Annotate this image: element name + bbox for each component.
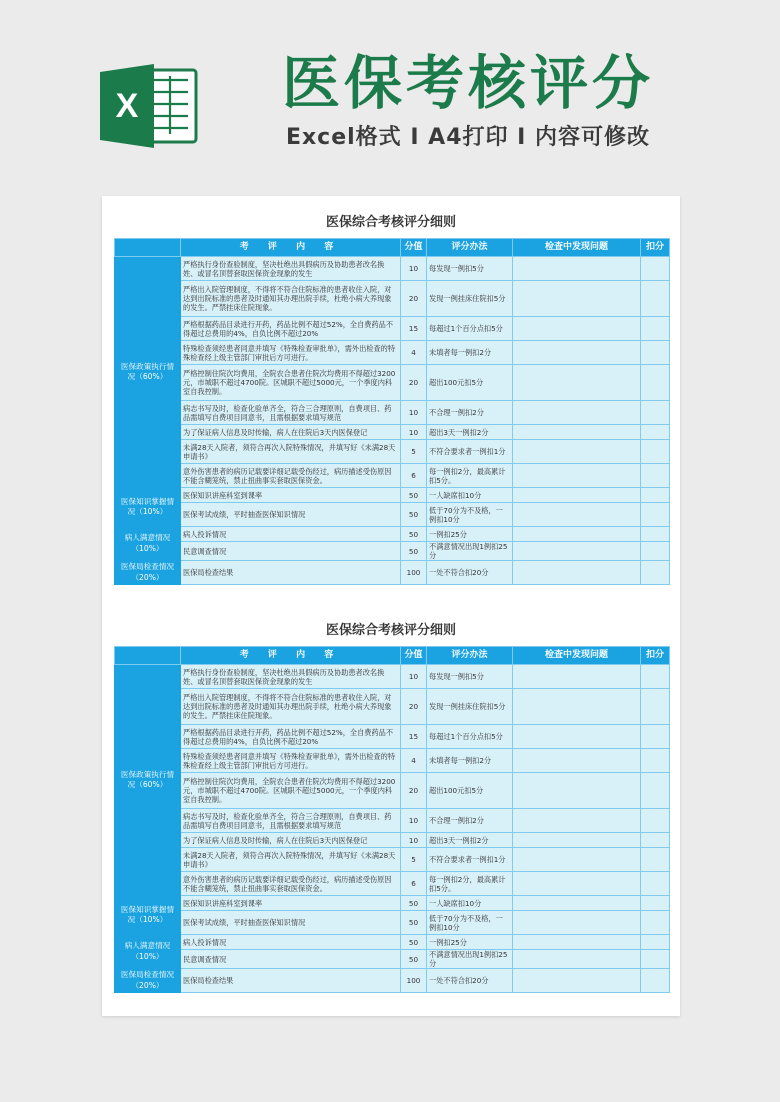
score-cell: 100: [401, 969, 427, 993]
issues-cell[interactable]: [513, 725, 641, 749]
method-cell: 超出3天一例扣2分: [427, 425, 513, 440]
score-cell: 50: [401, 488, 427, 503]
score-cell: 10: [401, 833, 427, 848]
category-label: 病人满意情况: [124, 941, 171, 951]
method-cell: 每一例扣2分，最高累计扣5分。: [427, 464, 513, 488]
content-cell: 严格根据药品目录进行开药，药品比例不超过52%，全自费药品不得超过总费用的4%，自负比例不超过20%: [181, 317, 401, 341]
table-row: [115, 749, 670, 773]
deduction-cell[interactable]: [641, 542, 670, 561]
deduction-cell[interactable]: [641, 848, 670, 872]
content-cell: 严格根据药品目录进行开药，药品比例不超过52%，全自费药品不得超过总费用的4%，自负比例不超过20%: [181, 725, 401, 749]
score-cell: 6: [401, 464, 427, 488]
content-cell: 严格出入院管理制度，不得将不符合住院标准的患者收住入院，对达到出院标准的患者及时通知其办理出院手续，杜绝小病大养现象的发生。严禁挂床住院现象。: [181, 689, 401, 725]
issues-cell[interactable]: [513, 365, 641, 401]
method-cell: 不符合要求者一例扣1分: [427, 440, 513, 464]
issues-cell[interactable]: [513, 969, 641, 993]
method-cell: 一人缺席扣10分: [427, 896, 513, 911]
header-content: 考 评 内 容: [181, 239, 401, 257]
deduction-cell[interactable]: [641, 872, 670, 896]
table-row: [115, 401, 670, 425]
header-method: 评分办法: [427, 647, 513, 665]
header-score: 分值: [401, 647, 427, 665]
method-cell: 发现一例挂床住院扣5分: [427, 281, 513, 317]
issues-cell[interactable]: [513, 561, 641, 585]
deduction-cell[interactable]: [641, 503, 670, 527]
content-cell: 医保知识讲座科室到课率: [181, 896, 401, 911]
content-cell: 医保知识讲座科室到课率: [181, 488, 401, 503]
deduction-cell[interactable]: [641, 425, 670, 440]
deduction-cell[interactable]: [641, 833, 670, 848]
issues-cell[interactable]: [513, 833, 641, 848]
issues-cell[interactable]: [513, 848, 641, 872]
category-cell: [115, 257, 181, 488]
table-row: [115, 257, 670, 281]
deduction-cell[interactable]: [641, 317, 670, 341]
deduction-cell[interactable]: [641, 257, 670, 281]
issues-cell[interactable]: [513, 488, 641, 503]
table-row: [115, 527, 670, 542]
category-label: 况（10%）: [127, 507, 168, 516]
content-cell: 严格出入院管理制度，不得将不符合住院标准的患者收住入院，对达到出院标准的患者及时通知其办理出院手续，杜绝小病大养现象的发生。严禁挂床住院现象。: [181, 281, 401, 317]
issues-cell[interactable]: [513, 503, 641, 527]
score-cell: 4: [401, 749, 427, 773]
content-cell: 为了保证病人信息及时传输，病人在住院后3天内医保登记: [181, 425, 401, 440]
issues-cell[interactable]: [513, 749, 641, 773]
content-cell: 意外伤害患者的病历记载要详细记载受伤经过，病历描述受伤原因不能含糊笼统，禁止扭曲事实套取医保资金。: [181, 464, 401, 488]
deduction-cell[interactable]: [641, 281, 670, 317]
header-issues: 检查中发现问题: [513, 647, 641, 665]
table-row: [115, 950, 670, 969]
score-table: [114, 646, 670, 993]
table-title: 医保综合考核评分细则: [325, 215, 456, 230]
table-row: [115, 872, 670, 896]
method-cell: 超出100元扣5分: [427, 773, 513, 809]
deduction-cell[interactable]: [641, 950, 670, 969]
score-cell: 5: [401, 440, 427, 464]
method-cell: 未填者每一例扣2分: [427, 749, 513, 773]
deduction-cell[interactable]: [641, 440, 670, 464]
table-row: [115, 848, 670, 872]
deduction-cell[interactable]: [641, 773, 670, 809]
category-label: （20%）: [131, 572, 164, 582]
score-cell: 50: [401, 911, 427, 935]
category-label: 医保局检查情况: [120, 970, 175, 980]
score-cell: 15: [401, 725, 427, 749]
header-deduction: 扣分: [641, 647, 670, 665]
content-cell: 医保考试成绩，平时抽查医保知识情况: [181, 911, 401, 935]
category-cell: [115, 969, 181, 993]
deduction-cell[interactable]: [641, 341, 670, 365]
content-cell: 严格执行身份查验制度，坚决杜绝出具假病历及协助患者改名换姓、或冒名顶替套取医保资金现象的发生: [181, 665, 401, 689]
deduction-cell[interactable]: [641, 935, 670, 950]
issues-cell[interactable]: [513, 281, 641, 317]
content-cell: 特殊检查须经患者同意并填写《特殊检查审批单》，需外出检查的特殊检查经上级主管部门审批后方可进行。: [181, 749, 401, 773]
deduction-cell[interactable]: [641, 725, 670, 749]
category-label: 况（60%）: [127, 780, 168, 789]
category-cell: [115, 527, 181, 561]
deduction-cell[interactable]: [641, 689, 670, 725]
hero-banner: [0, 0, 780, 190]
issues-cell[interactable]: [513, 464, 641, 488]
content-cell: 病人投诉情况: [181, 935, 401, 950]
method-cell: 每超过1个百分点扣5分: [427, 725, 513, 749]
method-cell: 超出3天一例扣2分: [427, 833, 513, 848]
score-cell: 50: [401, 896, 427, 911]
content-cell: 民意调查情况: [181, 542, 401, 561]
score-cell: 50: [401, 950, 427, 969]
issues-cell[interactable]: [513, 542, 641, 561]
method-cell: 一处不符合扣20分: [427, 969, 513, 993]
score-cell: 10: [401, 425, 427, 440]
deduction-cell[interactable]: [641, 488, 670, 503]
content-cell: 特殊检查须经患者同意并填写《特殊检查审批单》，需外出检查的特殊检查经上级主管部门审批后方可进行。: [181, 341, 401, 365]
content-cell: 严格控制住院次均费用，全院农合患者住院次均费用不得超过3200元，市城职不超过4700院。区城职不超过5000元，一个季度内科室自我控制。: [181, 365, 401, 401]
score-cell: 20: [401, 773, 427, 809]
category-label: （10%）: [131, 951, 164, 961]
method-cell: 低于70分为不及格，一例扣10分: [427, 911, 513, 935]
issues-cell[interactable]: [513, 935, 641, 950]
content-cell: 医保局检查结果: [181, 969, 401, 993]
deduction-cell[interactable]: [641, 464, 670, 488]
content-cell: 严格执行身份查验制度，坚决杜绝出具假病历及协助患者改名换姓、或冒名顶替套取医保资金现象的发生: [181, 257, 401, 281]
table-row: [115, 773, 670, 809]
table-row: [115, 425, 670, 440]
method-cell: 发现一例挂床住院扣5分: [427, 689, 513, 725]
deduction-cell[interactable]: [641, 401, 670, 425]
table-header-row: [115, 239, 670, 257]
category-label: 医保知识掌握情: [120, 904, 175, 914]
header-corner: [115, 239, 181, 257]
category-label: 医保政策执行情: [120, 769, 175, 779]
method-cell: 一例扣25分: [427, 527, 513, 542]
table-row: [115, 317, 670, 341]
category-cell: [115, 935, 181, 969]
method-cell: 一人缺席扣10分: [427, 488, 513, 503]
deduction-cell[interactable]: [641, 561, 670, 585]
category-label: 况（60%）: [127, 372, 168, 381]
issues-cell[interactable]: [513, 317, 641, 341]
deduction-cell[interactable]: [641, 809, 670, 833]
method-cell: 每超过1个百分点扣5分: [427, 317, 513, 341]
issues-cell[interactable]: [513, 401, 641, 425]
method-cell: 不合理一例扣2分: [427, 401, 513, 425]
method-cell: 不满意情况出现1例扣25分: [427, 950, 513, 969]
score-cell: 10: [401, 257, 427, 281]
table-row: [115, 911, 670, 935]
score-cell: 20: [401, 281, 427, 317]
issues-cell[interactable]: [513, 665, 641, 689]
method-cell: 一处不符合扣20分: [427, 561, 513, 585]
category-label: 医保局检查情况: [120, 562, 175, 572]
issues-cell[interactable]: [513, 341, 641, 365]
category-label: （20%）: [131, 980, 164, 990]
table-title: 医保综合考核评分细则: [325, 623, 456, 638]
table-row: [115, 833, 670, 848]
method-cell: 不符合要求者一例扣1分: [427, 848, 513, 872]
table-row: [115, 281, 670, 317]
score-cell: 50: [401, 542, 427, 561]
issues-cell[interactable]: [513, 896, 641, 911]
score-cell: 20: [401, 365, 427, 401]
deduction-cell[interactable]: [641, 896, 670, 911]
score-cell: 5: [401, 848, 427, 872]
issues-cell[interactable]: [513, 911, 641, 935]
score-cell: 100: [401, 561, 427, 585]
category-cell: [115, 561, 181, 585]
deduction-cell[interactable]: [641, 365, 670, 401]
header-deduction: 扣分: [641, 239, 670, 257]
header-score: 分值: [401, 239, 427, 257]
score-cell: 50: [401, 527, 427, 542]
method-cell: 一例扣25分: [427, 935, 513, 950]
method-cell: 不满意情况出现1例扣25分: [427, 542, 513, 561]
page-subtitle: Excel格式 I A4打印 I 内容可修改: [285, 125, 651, 150]
content-cell: 病人投诉情况: [181, 527, 401, 542]
table-row: [115, 542, 670, 561]
issues-cell[interactable]: [513, 950, 641, 969]
table-row: [115, 725, 670, 749]
deduction-cell[interactable]: [641, 527, 670, 542]
score-cell: 20: [401, 689, 427, 725]
content-cell: 意外伤害患者的病历记载要详细记载受伤经过，病历描述受伤原因不能含糊笼统，禁止扭曲事实套取医保资金。: [181, 872, 401, 896]
issues-cell[interactable]: [513, 425, 641, 440]
score-cell: 15: [401, 317, 427, 341]
table-row: [115, 464, 670, 488]
category-label: 病人满意情况: [124, 533, 171, 543]
content-cell: 病志书写及时，检查化验单齐全，符合三合理原则，自费项目、药品需填写自费项目同意书，且需根据要求填写规范: [181, 401, 401, 425]
method-cell: 每发现一例扣5分: [427, 257, 513, 281]
category-cell: [115, 488, 181, 527]
category-label: 医保知识掌握情: [120, 496, 175, 506]
method-cell: 不合理一例扣2分: [427, 809, 513, 833]
deduction-cell[interactable]: [641, 665, 670, 689]
table-row: [115, 969, 670, 993]
score-cell: 50: [401, 935, 427, 950]
content-cell: 医保局检查结果: [181, 561, 401, 585]
category-cell: [115, 665, 181, 896]
table-row: [115, 488, 670, 503]
table-row: [115, 365, 670, 401]
content-cell: 未满28天入院者，须符合再次入院特殊情况，并填写好《未满28天申请书》: [181, 440, 401, 464]
content-cell: 医保考试成绩，平时抽查医保知识情况: [181, 503, 401, 527]
issues-cell[interactable]: [513, 440, 641, 464]
score-cell: 6: [401, 872, 427, 896]
content-cell: 病志书写及时，检查化验单齐全，符合三合理原则，自费项目、药品需填写自费项目同意书，且需根据要求填写规范: [181, 809, 401, 833]
score-table: [114, 238, 670, 585]
deduction-cell[interactable]: [641, 969, 670, 993]
deduction-cell[interactable]: [641, 749, 670, 773]
svg-text:X: X: [115, 87, 139, 125]
score-cell: 10: [401, 665, 427, 689]
issues-cell[interactable]: [513, 527, 641, 542]
header-issues: 检查中发现问题: [513, 239, 641, 257]
score-cell: 10: [401, 809, 427, 833]
method-cell: 低于70分为不及格，一例扣10分: [427, 503, 513, 527]
issues-cell[interactable]: [513, 257, 641, 281]
issues-cell[interactable]: [513, 773, 641, 809]
issues-cell[interactable]: [513, 689, 641, 725]
category-label: 况（10%）: [127, 915, 168, 924]
content-cell: 民意调查情况: [181, 950, 401, 969]
method-cell: 每一例扣2分，最高累计扣5分。: [427, 872, 513, 896]
table-row: [115, 896, 670, 911]
table-row: [115, 689, 670, 725]
excel-logo-icon: [100, 60, 200, 152]
table-row: [115, 809, 670, 833]
category-label: 医保政策执行情: [120, 361, 175, 371]
table-row: [115, 935, 670, 950]
score-cell: 50: [401, 503, 427, 527]
score-cell: 4: [401, 341, 427, 365]
category-cell: [115, 896, 181, 935]
table-row: [115, 503, 670, 527]
worksheet-paper: [102, 196, 680, 1016]
content-cell: 为了保证病人信息及时传输，病人在住院后3天内医保登记: [181, 833, 401, 848]
table-row: [115, 561, 670, 585]
method-cell: 超出100元扣5分: [427, 365, 513, 401]
content-cell: 未满28天入院者，须符合再次入院特殊情况，并填写好《未满28天申请书》: [181, 848, 401, 872]
header-method: 评分办法: [427, 239, 513, 257]
category-label: （10%）: [131, 543, 164, 553]
header-content: 考 评 内 容: [181, 647, 401, 665]
method-cell: 每发现一例扣5分: [427, 665, 513, 689]
content-cell: 严格控制住院次均费用，全院农合患者住院次均费用不得超过3200元，市城职不超过4700院。区城职不超过5000元，一个季度内科室自我控制。: [181, 773, 401, 809]
header-corner: [115, 647, 181, 665]
table-header-row: [115, 647, 670, 665]
issues-cell[interactable]: [513, 809, 641, 833]
method-cell: 未填者每一例扣2分: [427, 341, 513, 365]
table-row: [115, 665, 670, 689]
score-cell: 10: [401, 401, 427, 425]
page-title: 医保考核评分: [281, 49, 654, 117]
deduction-cell[interactable]: [641, 911, 670, 935]
table-row: [115, 341, 670, 365]
table-row: [115, 440, 670, 464]
issues-cell[interactable]: [513, 872, 641, 896]
